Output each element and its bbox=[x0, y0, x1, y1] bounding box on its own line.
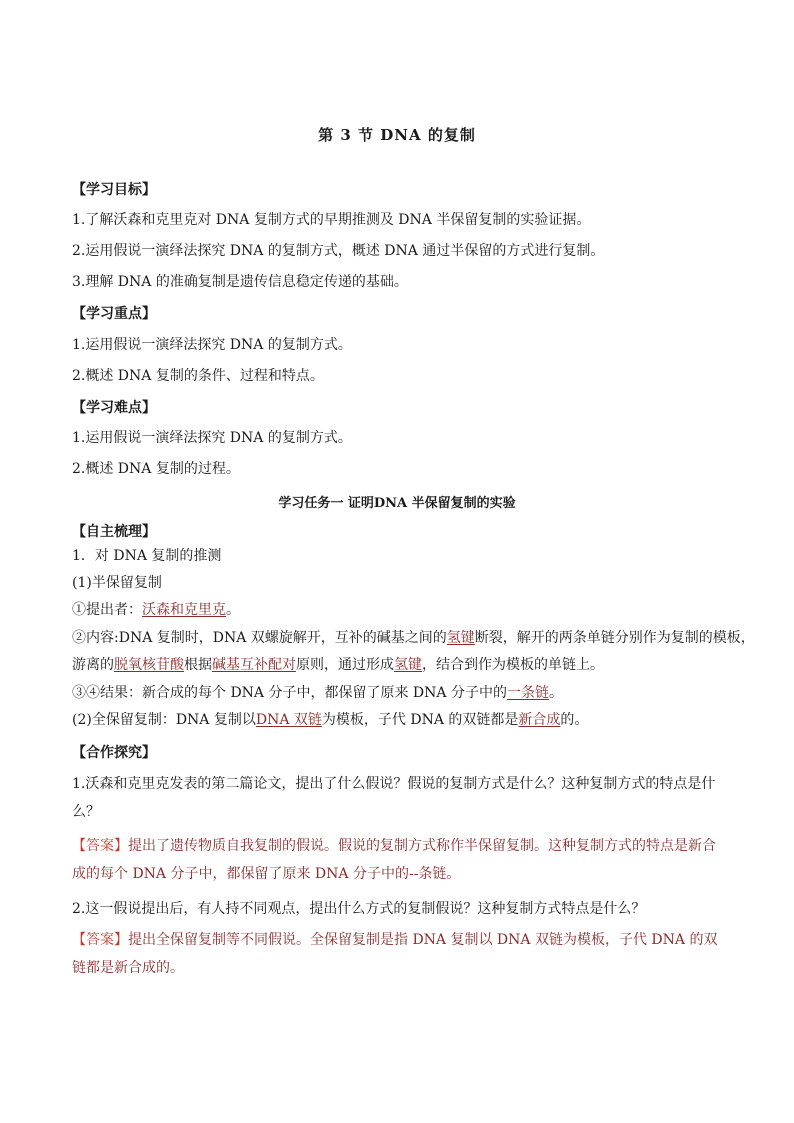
self-line-2: (1)半保留复制 bbox=[72, 575, 162, 591]
text: 原则，通过形成 bbox=[296, 657, 394, 673]
result-text: ③④结果：新合成的每个 DNA 分子中，都保留了原来 DNA 分子中的 bbox=[72, 685, 507, 701]
proposer-answer: 沃森和克里克 bbox=[142, 602, 226, 618]
goals-heading: 【学习目标】 bbox=[72, 182, 156, 198]
difficulty-1: 1.运用假说一演绎法探究 DNA 的复制方式。 bbox=[72, 430, 352, 446]
task-heading: 学习任务一 证明DNA 半保留复制的实验 bbox=[278, 496, 516, 511]
difficulties-heading: 【学习难点】 bbox=[72, 400, 156, 416]
blank-base-pairing: 碱基互补配对 bbox=[212, 657, 296, 673]
key-point-2: 2.概述 DNA 复制的条件、过程和特点。 bbox=[72, 368, 324, 384]
blank-one-strand: 一条链 bbox=[506, 685, 549, 701]
text: 根据 bbox=[184, 657, 212, 673]
proposer-label: ①提出者： bbox=[72, 602, 142, 618]
answer-tag: 【答案】 bbox=[72, 932, 128, 948]
goal-item-2: 2.运用假说一演绎法探究 DNA 的复制方式，概述 DNA 通过半保留的方式进行复制。 bbox=[72, 243, 605, 259]
blank-newly-synthesized: 新合成 bbox=[518, 712, 561, 728]
self-line-1: 1．对 DNA 复制的推测 bbox=[72, 548, 222, 564]
goal-item-3: 3.理解 DNA 的准确复制是遗传信息稳定传递的基础。 bbox=[72, 274, 408, 290]
key-point-1: 1.运用假说一演绎法探究 DNA 的复制方式。 bbox=[72, 337, 352, 353]
self-line-3 bbox=[72, 600, 240, 620]
answer-2 bbox=[72, 926, 724, 982]
answer-tag: 【答案】 bbox=[72, 838, 128, 854]
text: 游离的 bbox=[72, 657, 114, 673]
key-points-heading: 【学习重点】 bbox=[72, 306, 156, 322]
coop-heading: 【合作探究】 bbox=[72, 745, 156, 761]
content-text: ②内容:DNA 复制时，DNA 双螺旋解开，互补的碱基之间的 bbox=[72, 630, 447, 646]
blank-double-strand: DNA 双链 bbox=[255, 712, 322, 728]
answer-1 bbox=[72, 832, 724, 888]
text: (2)全保留复制：DNA 复制以 bbox=[72, 712, 256, 728]
question-1: 1.沃森和克里克发表的第二篇论文，提出了什么假说？假说的复制方式是什么？这种复制方式的特点是什么？ bbox=[72, 776, 716, 820]
self-line-6 bbox=[72, 683, 563, 703]
answer-text: 提出全保留复制等不同假说。全保留复制是指 DNA 复制以 DNA 双链为模板，子代 DNA 的双链都是新合成的。 bbox=[72, 932, 718, 976]
page-title: 第 3 节 DNA 的复制 bbox=[318, 126, 476, 144]
blank-deoxynucleotide: 脱氧核苷酸 bbox=[114, 657, 184, 673]
blank-hydrogen-bond: 氢键 bbox=[446, 630, 475, 646]
self-heading: 【自主梳理】 bbox=[72, 524, 156, 540]
self-line-5 bbox=[72, 655, 604, 675]
difficulty-2: 2.概述 DNA 复制的过程。 bbox=[72, 461, 240, 477]
text: 为模板，子代 DNA 的双链都是 bbox=[321, 712, 519, 728]
punct: 。 bbox=[226, 602, 240, 618]
text: ，结合到作为模板的单链上。 bbox=[422, 657, 604, 673]
self-line-7 bbox=[72, 710, 588, 730]
content-text-cont: 断裂，解开的两条单链分别作为复制的模板， bbox=[474, 630, 755, 646]
punct: 。 bbox=[548, 685, 563, 701]
blank-hydrogen-bond-2: 氢键 bbox=[394, 657, 422, 673]
goal-item-1: 1.了解沃森和克里克对 DNA 复制方式的早期推测及 DNA 半保留复制的实验证据。 bbox=[72, 212, 591, 228]
self-line-4 bbox=[72, 628, 755, 648]
answer-text: 提出了遗传物质自我复制的假说。假说的复制方式称作半保留复制。这种复制方式的特点是新合成的每个 DNA 分子中，都保留了原来 DNA 分子中的--条链。 bbox=[72, 838, 716, 882]
text: 的。 bbox=[560, 712, 589, 728]
question-2: 2.这一假说提出后，有人持不同观点，提出什么方式的复制假说？这种复制方式特点是什么？ bbox=[72, 901, 646, 917]
